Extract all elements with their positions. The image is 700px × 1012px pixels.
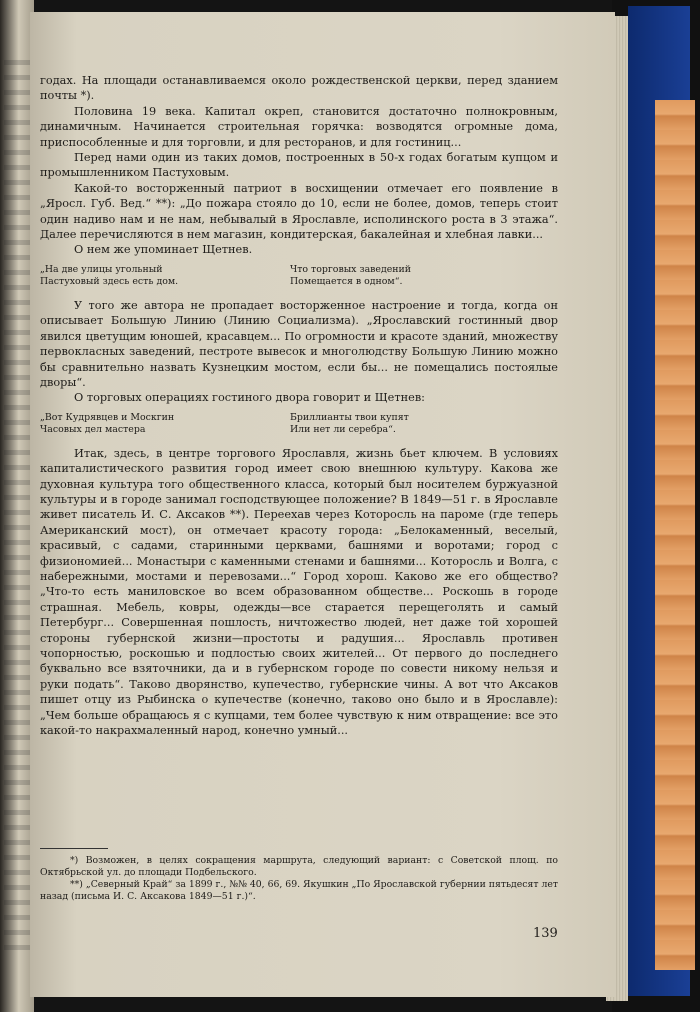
paragraph: О торговых операциях гостиного двора говорит и Щетнев: [74, 391, 425, 405]
footnotes [40, 848, 558, 903]
book-cover-pattern [655, 100, 695, 970]
paragraph: Какой-то восторженный патриот в восхищении отмечает его появление в „Яросл. Губ. Вед.“ **): „До пожара стояло до 10, если не более, домов, теперь стоит один надиво нам и не нам, небывалый в Ярославле, исполинского роста в 3 этажа“. Далее перечисляются в нем магазин, кондитерская, бакалейная и хлебная лавки... [40, 181, 558, 242]
verse-line: „Вот Кудрявцев и Москгин [40, 411, 175, 423]
paragraph: Перед нами один из таких домов, построенных в 50-х годах богатым купцом и промышленником Пастуховым. [40, 151, 558, 180]
footnote-rule [40, 848, 108, 849]
paragraph: годах. На площади останавливаемся около рождественской церкви, перед зданием почты *). [40, 74, 558, 103]
verse-column-right [290, 264, 550, 288]
footnote: **) „Северный Край“ за 1899 г., №№ 40, 66, 69. Якушкин „По Ярославской губернии пятьдесят лет назад (письма И. С. Аксакова 1849—51 г.)“. [40, 879, 558, 902]
verse-column-left [40, 264, 290, 288]
verse-line: Что торговых заведений [290, 263, 412, 275]
previous-page-text [4, 60, 30, 960]
verse-line: Пастуховый здесь есть дом. [40, 275, 179, 287]
verse-line: „На две улицы угольный [40, 263, 163, 275]
page-number: 139 [533, 926, 558, 941]
verse-quote [40, 412, 558, 436]
verse-line: Часовых дел мастера [40, 423, 146, 435]
verse-line: Или нет ли серебра“. [290, 423, 396, 435]
verse-line: Бриллианты твои купят [290, 411, 409, 423]
verse-quote [40, 264, 558, 288]
verse-column-right [290, 412, 550, 436]
paragraph: Половина 19 века. Капитал окреп, становится достаточно полнокровным, динамичным. Начинается строительная горячка: возводятся огромные дома, приспособленные и для торговли, и для ресторанов, и для гостиниц... [40, 104, 558, 149]
paragraph: У того же автора не пропадает восторженное настроение и тогда, когда он описывает Большую Линию (Линию Социализма). „Ярославский гостинный двор явился цветущим юношей, красавцем... По огромности и красоте зданий, множеству первокласных заведений, пестроте вывесок и многолюдству Большую Линию можно бы сравнительно назвать Кузнецким мостом, если бы... не помещались постоялые дворы“. [40, 298, 558, 389]
paragraph: О нем же упоминает Щетнев. [74, 243, 253, 257]
footnote: *) Возможен, в целях сокращения маршрута, следующий вариант: с Советской площ. по Октябрьской ул. до площади Подбельского. [40, 855, 558, 878]
verse-column-left [40, 412, 290, 436]
verse-line: Помещается в одном“. [290, 275, 403, 287]
paragraph: Итак, здесь, в центре торгового Ярославля, жизнь бьет ключем. В условиях капиталистического развития город имеет свою внешнюю культуру. Какова же духовная культура того общественного класса, который был носителем буржуазной культуры и в городе занимал господствующее положение? В 1849—51 г. в Ярославле живет писатель И. С. Аксаков **). Переехав через Которосль на пароме (где теперь Американский мост), он отмечает красоту города: „Белокаменный, веселый, красивый, с садами, старинными церквами, башнями и воротами; город с физиономией... Монастыри с каменными стенами и башнями... Которосль и Волга, с набережными, мостами и перевозами...“ Город хорош. Каково же его общество? „Что-то есть маниловское во всем образованном обществе... Роскошь в городе страшная. Мебель, ковры, одежды—все старается перещеголять и самый Петербург... Совершенная пошлость, ничтожество людей, нет даже той хорошей стороны губернской жизни—простоты и радушия... Ярославль противен чопорностью, роскошью и подлостью своих жителей... От первого до последнего буквально все взяточники, да и в губернском городе по совести никому нельзя и руки подать“. Таково дворянство, купечество, губернские чины. А вот что Аксаков пишет отцу из Рыбинска о купечестве (конечно, таково оно было и в Ярославле): „Чем больше обращаюсь я с купцами, тем более чувствую к ним отвращение: все это какой-то накрахмаленный народ, конечно умный... [40, 446, 558, 738]
page-body [40, 73, 558, 738]
